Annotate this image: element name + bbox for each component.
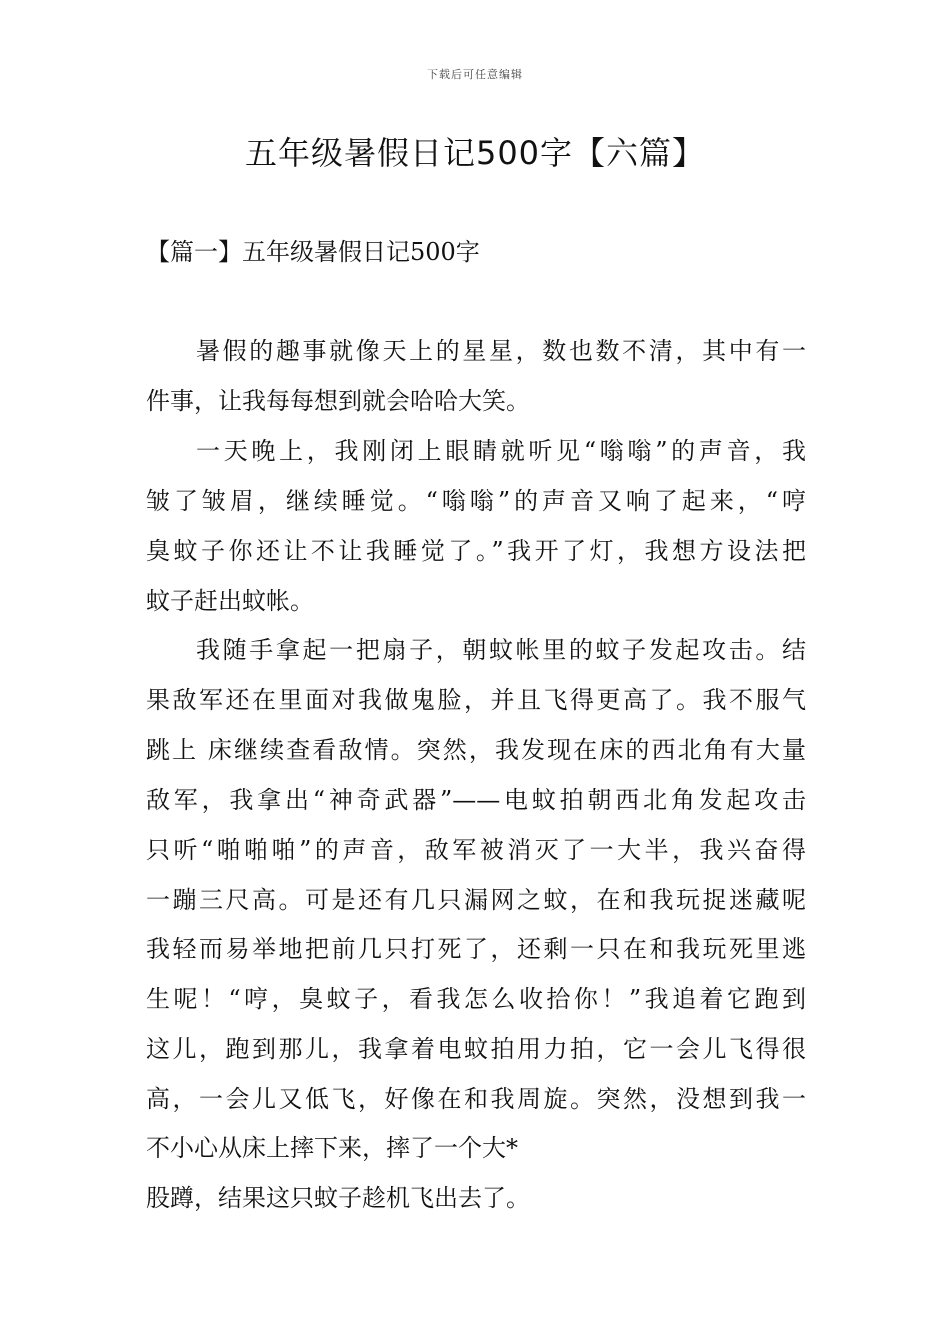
header-note: 下载后可任意编辑 bbox=[427, 68, 523, 81]
paragraph-line: 这儿，跑到那儿，我拿着电蚊拍用力拍，它一会儿飞得很 bbox=[146, 1035, 806, 1063]
paragraph-line: 皱了皱眉，继续睡觉。“嗡嗡”的声音又响了起来，“哼 bbox=[146, 487, 806, 515]
paragraph-line: 一天晚上，我刚闭上眼睛就听见“嗡嗡”的声音，我 bbox=[196, 437, 806, 465]
paragraph-line: 高，一会儿又低飞，好像在和我周旋。突然，没想到我一 bbox=[146, 1085, 806, 1113]
paragraph-line: 暑假的趣事就像天上的星星，数也数不清，其中有一 bbox=[196, 337, 806, 365]
paragraph-line: 我轻而易举地把前几只打死了，还剩一只在和我玩死里逃 bbox=[146, 935, 806, 963]
paragraph-line: 股蹲，结果这只蚊子趁机飞出去了。 bbox=[146, 1184, 530, 1212]
paragraph-line: 只听“啪啪啪”的声音，敌军被消灭了一大半，我兴奋得 bbox=[146, 836, 806, 864]
paragraph-line: 臭蚊子你还让不让我睡觉了。”我开了灯，我想方设法把 bbox=[146, 537, 806, 565]
section-heading: 【篇一】五年级暑假日记500字 bbox=[146, 238, 480, 266]
paragraph-line: 蚊子赶出蚊帐。 bbox=[146, 587, 314, 615]
document-title: 五年级暑假日记500字【六篇】 bbox=[244, 134, 706, 172]
paragraph-line: 果敌军还在里面对我做鬼脸，并且飞得更高了。我不服气 bbox=[146, 686, 806, 714]
paragraph-line: 敌军，我拿出“神奇武器”——电蚊拍朝西北角发起攻击 bbox=[146, 786, 806, 814]
paragraph-line: 生呢！“哼，臭蚊子，看我怎么收拾你！”我追着它跑到 bbox=[146, 985, 806, 1013]
paragraph-line: 件事，让我每每想到就会哈哈大笑。 bbox=[146, 387, 530, 415]
paragraph-line: 一蹦三尺高。可是还有几只漏网之蚊，在和我玩捉迷藏呢 bbox=[146, 886, 806, 914]
paragraph-line: 我随手拿起一把扇子，朝蚊帐里的蚊子发起攻击。结 bbox=[196, 636, 806, 664]
paragraph-line: 不小心从床上摔下来，摔了一个大* bbox=[146, 1134, 518, 1162]
paragraph-line: 跳上 床继续查看敌情。突然，我发现在床的西北角有大量 bbox=[146, 736, 806, 764]
